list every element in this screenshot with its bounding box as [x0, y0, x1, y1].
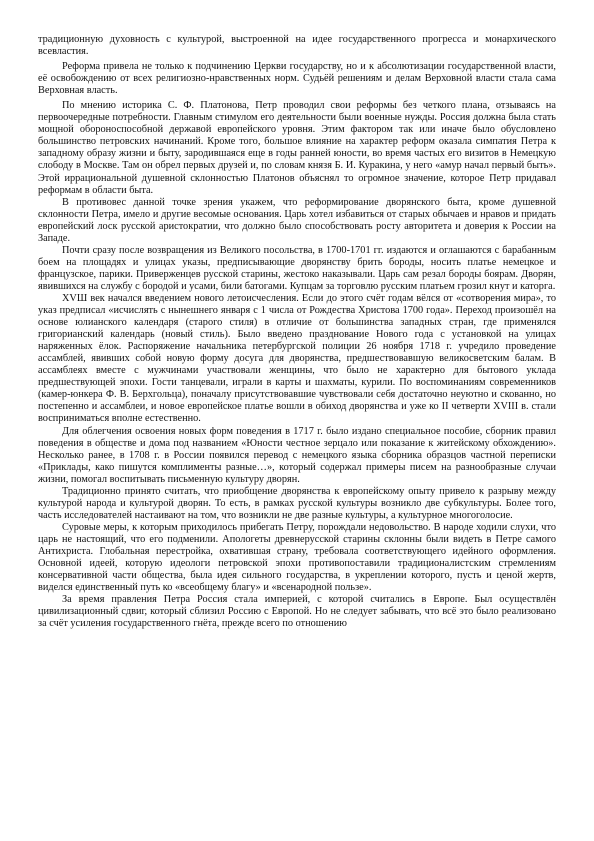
paragraph-7: Для облегчения освоения новых форм поведения в 1717 г. было издано специальное пособие, сборник правил поведения в обществе и дома под названием «Юности честное зерцало или показание к житейскому обхождению». Несколько ранее, в 1708 г. в России появился перевод с немецкого языка сборника образцов частной переписки «Приклады, како пишутся комплименты разные…», который содержал примеры писем на разнообразные случаи жизни, помогал воспитывать письменную культуру дворян. [38, 425, 556, 485]
paragraph-9: Суровые меры, к которым приходилось прибегать Петру, порождали недовольство. В народе ходили слухи, что царь не настоящий, что его подменили. Апологеты древнерусской старины склонны были видеть в Петре самого Антихриста. Глобальная перестройка, охватившая страну, требовала соответствующего идейного оформления. Основной идеей, которую идеологи петровской эпохи противопоставили традиционалистским стремлениям консервативной части общества, была идея сильного государства, в укреплении которого, пусть и ценой жертв, виделся единственный путь ко «всеобщему благу» и «всенародной пользе». [38, 521, 556, 594]
paragraph-4: В противовес данной точке зрения укажем, что реформирование дворянского быта, кроме душевной склонности Петра, имело и другие весомые основания. Царь хотел избавиться от старых обычаев и нравов и придать европейский лоск русской аристократии, что должно было способствовать росту авторитета и доверия к России на Западе. [38, 196, 556, 244]
paragraph-2: Реформа привела не только к подчинению Церкви государству, но и к абсолютизации государственной власти, её освобождению от всех религиозно-нравственных норм. Судьёй решениям и делам Верховной власти стала сама Верховная власть. [38, 61, 556, 97]
paragraph-6: ХVШ век начался введением нового летоисчесления. Если до этого счёт годам вёлся от «сотворения мира», то указ предписал «исчислять с нынешнего января с 1 числа от Рождества Христова 1700 года». Переход произошёл на основе юлианского календаря (старого стиля) в отличие от большинства западных стран, где применялся григорианский календарь (новый стиль). Было введено празднование Нового года с установкой на улицах наряженных ёлок. Распоряжение начальника петербургской полиции 26 ноября 1718 г. учредило проведение ассамблей, явивших собой новую форму досуга для дворянства, предшествовавшую великосветским балам. В ассамблеях вместе с мужчинами участвовали женщины, что было не характерно для бытового уклада предшествующей эпохи. Гости танцевали, играли в карты и шахматы, курили. По воспоминаниям современников (камер-юнкера Ф. В. Берхгольца), поначалу присутствовавшие чувствовали себя достаточно неуютно и скованно, но постепенно и ассамблеи, и новое европейское платье вошли в обиход дворянства и уже ко II четверти XVIII в. стали восприниматься вполне естественно. [38, 292, 556, 425]
paragraph-3: По мнению историка С. Ф. Платонова, Петр проводил свои реформы без четкого плана, отзываясь на первоочередные потребности. Главным стимулом его деятельности были военные нужды. Россия должна была стать мощной обороноспособной державой европейского уровня. Этим фактором так или иначе было обусловлено большинство петровских начинаний. Кроме того, большое влияние на характер реформ оказала симпатия Петра к западному образу жизни и быту, зародившаяся еще в годы ранней юности, во время частых его визитов в Немецкую слободу в Москве. Там он обрел первых друзей и, по словам князя Б. И. Куракина, у него «амур начал первый быть». Этой иррациональной душевной склонностью Платонов объяснял то огромное значение, которое Петр придавал реформам в области быта. [38, 100, 556, 196]
paragraph-1: традиционную духовность с культурой, выстроенной на идее государственного прогресса и монархического всевластия. [38, 34, 556, 58]
paragraph-10: За время правления Петра Россия стала империей, с которой считались в Европе. Был осуществлён цивилизационный сдвиг, который сблизил Россию с Европой. Но не следует забывать, что всё это было реализовано за счёт усиления государственного гнёта, прежде всего по отношению [38, 594, 556, 630]
paragraph-8: Традиционно принято считать, что приобщение дворянства к европейскому опыту привело к разрыву между культурой народа и культурой дворян. То есть, в рамках русской культуры возникло две субкультуры. Более того, часть исследователей настаивают на том, что возникли не две разные культуры, а культурное многоголосие. [38, 485, 556, 521]
paragraph-5: Почти сразу после возвращения из Великого посольства, в 1700-1701 гг. издаются и оглашаются с барабанным боем на площадях и улицах указы, предписывающие дворянству брить бороды, носить платье немецкое и французское, парики. Приверженцев русской старины, жестоко наказывали. Царь сам резал бороды боярам. Дворян, явившихся на службу с бородой и усами, били батогами. Купцам за торговлю русским платьем грозил кнут и каторга. [38, 244, 556, 292]
